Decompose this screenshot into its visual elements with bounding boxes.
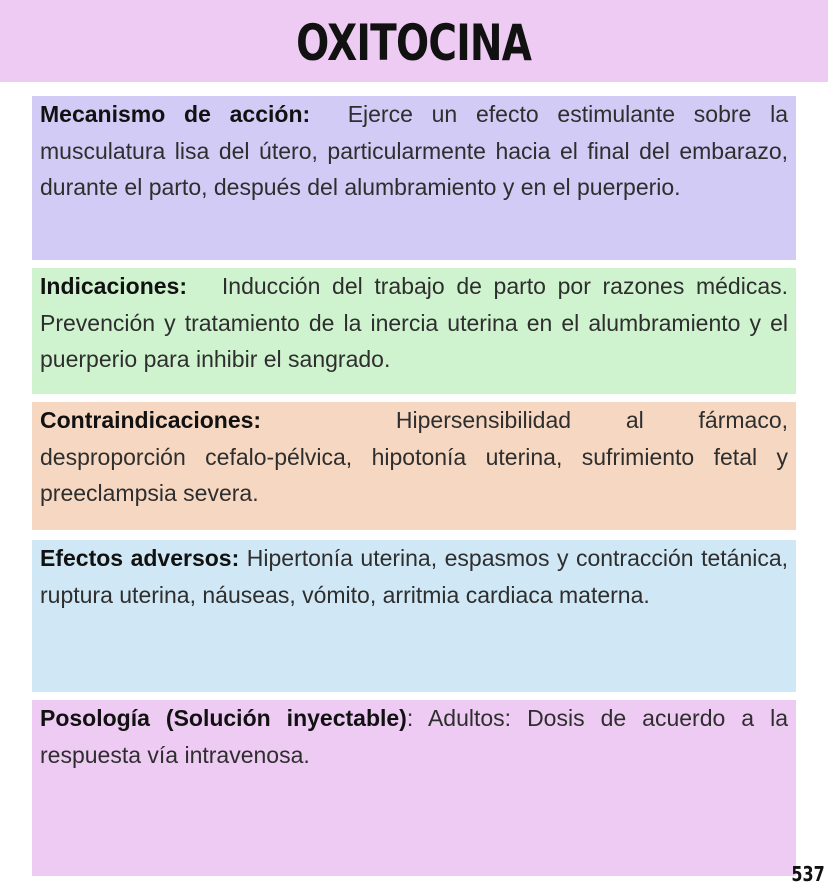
- section-text: : Adultos: Dosis de acuerdo a la respuesta vía intravenosa.: [40, 705, 788, 768]
- section-text: Hipersensibilidad al fármaco, desproporción cefalo-pélvica, hipotonía uterina, sufrimiento fetal y preeclampsia severa.: [40, 407, 789, 506]
- section-text: Hipertonía uterina, espasmos y contracción tetánica, ruptura uterina, náuseas, vómito, arritmia cardiaca materna.: [40, 545, 789, 608]
- adverse-effects-section: [32, 540, 796, 692]
- indications-section: [32, 268, 796, 394]
- dosage-section: [32, 700, 796, 876]
- section-label: Efectos adversos:: [40, 545, 240, 571]
- section-label: Indicaciones:: [40, 273, 187, 299]
- contraindications-section: [32, 402, 796, 530]
- mechanism-of-action-section: [32, 96, 796, 260]
- section-label: Posología (Solución inyectable): [40, 705, 407, 731]
- section-text: Inducción del trabajo de parto por razones médicas. Prevención y tratamiento de la inercia uterina en el alumbramiento y el puerperio para inhibir el sangrado.: [40, 273, 788, 372]
- section-label: Mecanismo de acción:: [40, 101, 311, 127]
- title-banner: [0, 0, 828, 82]
- page-number: 537: [791, 862, 825, 886]
- section-label: Contraindicaciones:: [40, 407, 262, 433]
- section-text: Ejerce un efecto estimulante sobre la musculatura lisa del útero, particularmente hacia el final del embarazo, durante el parto, después del alumbramiento y en el puerperio.: [40, 101, 788, 200]
- page-title: OXITOCINA: [296, 14, 532, 72]
